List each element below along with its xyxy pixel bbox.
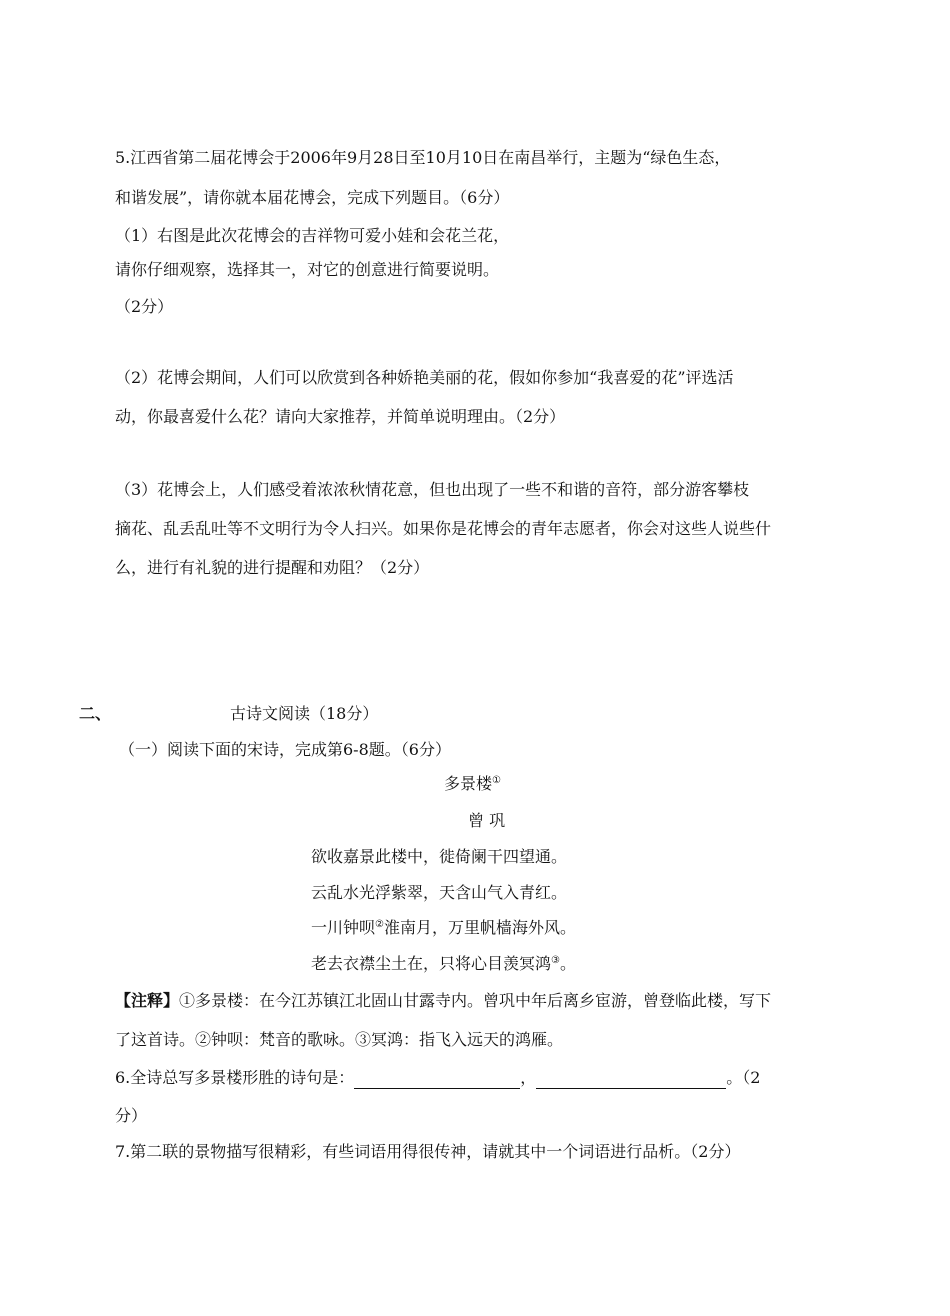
footnote-mark-3: ③ — [551, 955, 560, 966]
poem-line-1: 欲收嘉景此楼中，徙倚阑干四望通。 — [311, 847, 568, 866]
q5-part2-line-2: 动，你最喜爱什么花？请向大家推荐，并简单说明理由。（2分） — [115, 407, 566, 426]
poem-line-3: 一川钟呗②淮南月，万里帆樯海外风。 — [311, 918, 576, 937]
q5-intro-line-1: 5.江西省第二届花博会于2006年9月28日至10月10日在南昌举行，主题为“绿色生态， — [115, 148, 731, 167]
q5-part1-line-2: 请你仔细观察，选择其一，对它的创意进行简要说明。 — [115, 260, 500, 279]
section-title: 古诗文阅读（18分） — [230, 704, 379, 723]
q5-part3-line-2: 摘花、乱丢乱吐等不文明行为令人扫兴。如果你是花博会的青年志愿者，你会对这些人说些什 — [115, 519, 772, 538]
q5-part1-line-3: （2分） — [115, 297, 174, 316]
notes-line-2: 了这首诗。②钟呗：梵音的歌咏。③冥鸿：指飞入远天的鸿雁。 — [115, 1030, 564, 1049]
q6-continuation: 分） — [115, 1106, 148, 1125]
q5-part3-line-3: 么，进行有礼貌的进行提醒和劝阻？（2分） — [115, 558, 430, 577]
answer-blank-2[interactable] — [536, 1072, 726, 1089]
poem-title: 多景楼① — [444, 774, 501, 793]
footnote-mark-1: ① — [492, 775, 501, 786]
poem-line-4: 老去衣襟尘土在，只将心目羡冥鸿③。 — [311, 954, 576, 973]
footnote-mark-2: ② — [375, 919, 384, 930]
q5-part1-line-1: （1）右图是此次花博会的吉祥物可爱小娃和会花兰花， — [115, 226, 510, 245]
section-subheading: （一）阅读下面的宋诗，完成第6-8题。（6分） — [119, 740, 451, 759]
poem-line-2: 云乱水光浮紫翠，天含山气入青红。 — [311, 883, 568, 902]
q6-line: 6.全诗总写多景楼形胜的诗句是： ， 。（2 — [115, 1068, 761, 1087]
notes-label: 【注释】 — [115, 991, 180, 1010]
q7-line: 7.第二联的景物描写很精彩，有些词语用得很传神，请就其中一个词语进行品析。（2分） — [115, 1142, 741, 1161]
answer-blank-1[interactable] — [354, 1072, 520, 1089]
q5-part3-line-1: （3）花博会上，人们感受着浓浓秋情花意，但也出现了一些不和谐的音符，部分游客攀枝 — [115, 480, 750, 499]
notes-line-1: 【注释】①多景楼：在今江苏镇江北固山甘露寺内。曾巩中年后离乡宦游，曾登临此楼，写下 — [115, 991, 772, 1010]
poem-author: 曾 巩 — [468, 811, 506, 830]
section-number: 二、 — [79, 704, 112, 723]
q5-intro-line-2: 和谐发展”，请你就本届花博会，完成下列题目。（6分） — [115, 188, 510, 207]
q5-part2-line-1: （2）花博会期间，人们可以欣赏到各种娇艳美丽的花，假如你参加“我喜爱的花”评选活 — [115, 368, 734, 387]
